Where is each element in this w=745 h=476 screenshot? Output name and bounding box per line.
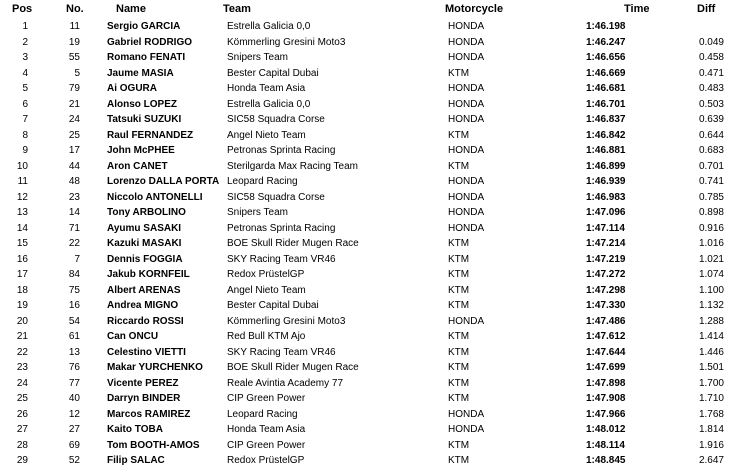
table-row (0, 190, 745, 206)
rider-position: 6 (22, 98, 28, 110)
rider-position: 14 (16, 222, 28, 234)
lap-time: 1:47.219 (586, 253, 626, 265)
rider-position: 11 (17, 176, 28, 187)
motorcycle-make: HONDA (448, 52, 485, 63)
lap-time: 1:47.272 (586, 269, 626, 280)
table-row (0, 205, 745, 221)
rider-name: Gabriel RODRIGO (107, 36, 193, 48)
motorcycle-make: HONDA (448, 408, 485, 420)
rider-position: 9 (22, 145, 28, 156)
rider-name: Alonso LOPEZ (107, 98, 177, 110)
team-name: Red Bull KTM Ajo (227, 331, 306, 342)
team-name: Estrella Galicia 0,0 (227, 21, 311, 32)
rider-name: Celestino VIETTI (107, 346, 186, 358)
team-name: Estrella Galicia 0,0 (227, 98, 311, 110)
table-row (0, 438, 745, 454)
team-name: CIP Green Power (227, 393, 306, 404)
lap-time: 1:46.842 (586, 129, 626, 141)
table-row (0, 19, 745, 35)
lap-time: 1:48.114 (586, 439, 625, 451)
rider-position: 29 (16, 455, 28, 466)
motorcycle-make: KTM (448, 67, 470, 79)
time-gap: 1.288 (698, 315, 724, 327)
rider-position: 15 (16, 238, 28, 249)
table-row (0, 252, 745, 268)
table-row (0, 159, 745, 175)
rider-name: Andrea MIGNO (107, 300, 179, 311)
rider-number: 7 (74, 253, 80, 265)
motorcycle-make: HONDA (448, 222, 485, 234)
time-gap: 0.049 (698, 36, 724, 48)
time-gap: 0.644 (698, 129, 724, 141)
rider-position: 20 (16, 315, 28, 327)
rider-position: 26 (16, 408, 28, 420)
rider-number: 71 (68, 222, 80, 234)
motorcycle-make: HONDA (448, 207, 485, 218)
rider-position: 1 (22, 21, 28, 32)
motorcycle-make: HONDA (448, 191, 485, 203)
rider-number: 25 (68, 129, 80, 141)
rider-number: 75 (68, 284, 80, 296)
rider-number: 84 (68, 269, 80, 280)
motorcycle-make: HONDA (448, 176, 485, 187)
rider-name: Makar YURCHENKO (107, 362, 203, 373)
table-row (0, 360, 745, 376)
rider-name: Can ONCU (107, 331, 159, 342)
rider-number: 40 (68, 393, 80, 404)
rider-number: 12 (68, 408, 80, 420)
lap-time: 1:47.114 (586, 222, 625, 234)
rider-position: 12 (16, 191, 28, 203)
table-row (0, 35, 745, 51)
rider-name: Ayumu SASAKI (107, 222, 182, 234)
rider-number: 44 (68, 160, 80, 172)
motorcycle-make: KTM (448, 160, 470, 172)
team-name: Reale Avintia Academy 77 (227, 377, 344, 389)
lap-time: 1:47.908 (586, 393, 626, 404)
rider-number: 5 (74, 67, 80, 79)
rider-position: 23 (16, 362, 28, 373)
motorcycle-make: KTM (448, 253, 470, 265)
header-diff: Diff (697, 3, 716, 15)
rider-name: Tony ARBOLINO (107, 207, 186, 218)
header-number: No. (66, 3, 84, 15)
team-name: Bester Capital Dubai (227, 300, 319, 311)
table-row (0, 174, 745, 190)
time-gap: 1.700 (698, 377, 724, 389)
rider-position: 24 (16, 377, 28, 389)
rider-number: 76 (68, 362, 80, 373)
team-name: Bester Capital Dubai (227, 67, 319, 79)
rider-position: 25 (16, 393, 28, 404)
lap-time: 1:47.612 (586, 331, 626, 342)
rider-position: 2 (22, 36, 28, 48)
lap-time: 1:46.669 (586, 67, 626, 79)
team-name: SIC58 Squadra Corse (227, 114, 325, 125)
rider-name: Tatsuki SUZUKI (107, 114, 182, 125)
motorcycle-make: KTM (448, 238, 470, 249)
team-name: BOE Skull Rider Mugen Race (227, 238, 359, 249)
rider-name: Aron CANET (107, 160, 168, 172)
rider-name: Jakub KORNFEIL (107, 269, 190, 280)
table-row (0, 345, 745, 361)
motorcycle-make: KTM (448, 269, 470, 280)
rider-name: Romano FENATI (107, 52, 186, 63)
motorcycle-make: HONDA (448, 83, 485, 94)
motorcycle-make: HONDA (448, 98, 485, 110)
rider-name: Dennis FOGGIA (107, 253, 183, 265)
table-row (0, 236, 745, 252)
rider-position: 19 (16, 300, 28, 311)
table-row (0, 329, 745, 345)
time-gap: 2.647 (698, 455, 724, 466)
rider-number: 16 (68, 300, 80, 311)
rider-number: 54 (68, 315, 80, 327)
team-name: Redox PrüstelGP (227, 269, 305, 280)
motorcycle-make: KTM (448, 300, 470, 311)
lap-time: 1:48.012 (586, 424, 626, 435)
motorcycle-make: HONDA (448, 145, 485, 156)
motorcycle-make: KTM (448, 284, 470, 296)
motorcycle-make: KTM (448, 129, 470, 141)
lap-time: 1:46.881 (586, 145, 626, 156)
rider-number: 52 (68, 455, 80, 466)
time-gap: 0.639 (698, 114, 724, 125)
rider-name: Riccardo ROSSI (107, 315, 184, 327)
time-gap: 0.471 (698, 67, 724, 79)
table-row (0, 221, 745, 237)
rider-name: Jaume MASIA (107, 67, 174, 79)
time-gap: 0.785 (698, 191, 724, 203)
table-row (0, 407, 745, 423)
rider-name: Sergio GARCIA (107, 21, 181, 32)
rider-number: 13 (68, 346, 80, 358)
time-gap: 0.503 (698, 98, 724, 110)
rider-name: Filip SALAC (107, 455, 165, 466)
rider-position: 3 (22, 52, 28, 63)
lap-time: 1:47.096 (586, 207, 626, 218)
team-name: SKY Racing Team VR46 (227, 253, 336, 265)
time-gap: 1.074 (698, 269, 724, 280)
team-name: SKY Racing Team VR46 (227, 346, 336, 358)
lap-time: 1:46.899 (586, 160, 626, 172)
rider-name: Tom BOOTH-AMOS (107, 439, 200, 451)
lap-time: 1:47.330 (586, 300, 626, 311)
rider-position: 18 (16, 284, 28, 296)
team-name: SIC58 Squadra Corse (227, 191, 325, 203)
team-name: Honda Team Asia (227, 424, 306, 435)
time-gap: 0.458 (698, 52, 724, 63)
time-gap: 1.710 (698, 393, 724, 404)
time-gap: 0.683 (698, 145, 724, 156)
motorcycle-make: HONDA (448, 315, 485, 327)
rider-position: 28 (16, 439, 28, 451)
rider-name: Lorenzo DALLA PORTA (107, 176, 220, 187)
rider-name: Darryn BINDER (107, 393, 181, 404)
time-gap: 1.814 (698, 424, 724, 435)
motorcycle-make: KTM (448, 455, 470, 466)
time-gap: 1.021 (698, 253, 724, 265)
table-row (0, 81, 745, 97)
lap-time: 1:47.298 (586, 284, 626, 296)
rider-number: 17 (68, 145, 80, 156)
lap-time: 1:46.681 (586, 83, 626, 94)
lap-time: 1:48.845 (586, 455, 626, 466)
rider-name: Kaito TOBA (107, 424, 163, 435)
rider-name: Kazuki MASAKI (107, 238, 182, 249)
time-gap: 1.446 (698, 346, 724, 358)
motorcycle-make: KTM (448, 362, 470, 373)
team-name: Honda Team Asia (227, 83, 306, 94)
table-row (0, 314, 745, 330)
team-name: Redox PrüstelGP (227, 455, 305, 466)
rider-number: 23 (68, 191, 80, 203)
motorcycle-make: KTM (448, 331, 470, 342)
team-name: Snipers Team (227, 207, 288, 218)
rider-position: 21 (16, 331, 28, 342)
rider-number: 79 (68, 83, 80, 94)
rider-position: 13 (16, 207, 28, 218)
table-row (0, 267, 745, 283)
rider-number: 27 (68, 424, 80, 435)
results-header-row (0, 0, 745, 18)
time-gap: 1.132 (698, 300, 724, 311)
table-row (0, 128, 745, 144)
time-gap: 1.414 (698, 331, 724, 342)
results-table-body (0, 19, 745, 469)
rider-position: 7 (22, 114, 28, 125)
rider-position: 17 (16, 269, 28, 280)
table-row (0, 422, 745, 438)
table-row (0, 50, 745, 66)
team-name: Petronas Sprinta Racing (227, 222, 336, 234)
table-row (0, 66, 745, 82)
lap-time: 1:47.699 (586, 362, 626, 373)
rider-name: John McPHEE (107, 145, 175, 156)
header-time: Time (624, 3, 650, 15)
table-row (0, 143, 745, 159)
header-team: Team (223, 3, 251, 15)
rider-position: 27 (16, 424, 28, 435)
rider-number: 11 (69, 21, 80, 32)
rider-number: 22 (68, 238, 80, 249)
rider-position: 8 (22, 129, 28, 141)
rider-position: 10 (16, 160, 28, 172)
header-pos: Pos (12, 3, 33, 15)
lap-time: 1:46.247 (586, 36, 626, 48)
rider-name: Raul FERNANDEZ (107, 129, 194, 141)
motorcycle-make: KTM (448, 393, 470, 404)
lap-time: 1:47.898 (586, 377, 626, 389)
lap-time: 1:46.198 (586, 21, 626, 32)
time-gap: 0.916 (698, 222, 724, 234)
rider-position: 22 (16, 346, 28, 358)
rider-position: 16 (16, 253, 28, 265)
rider-position: 4 (22, 67, 28, 79)
time-gap: 0.898 (698, 207, 724, 218)
rider-number: 48 (68, 176, 80, 187)
header-motorcycle: Motorcycle (445, 3, 504, 15)
motorcycle-make: KTM (448, 377, 470, 389)
time-gap: 1.100 (698, 284, 724, 296)
header-name: Name (116, 3, 146, 15)
table-row (0, 453, 745, 469)
table-row (0, 97, 745, 113)
lap-time: 1:46.939 (586, 176, 626, 187)
time-gap: 0.483 (698, 83, 724, 94)
rider-number: 14 (68, 207, 80, 218)
rider-number: 24 (68, 114, 80, 125)
team-name: CIP Green Power (227, 439, 306, 451)
team-name: Sterilgarda Max Racing Team (227, 160, 358, 172)
time-gap: 0.741 (698, 176, 724, 187)
team-name: Leopard Racing (227, 176, 298, 187)
rider-position: 5 (22, 83, 28, 94)
team-name: Kömmerling Gresini Moto3 (227, 36, 346, 48)
lap-time: 1:46.656 (586, 52, 626, 63)
team-name: BOE Skull Rider Mugen Race (227, 362, 359, 373)
lap-time: 1:47.214 (586, 238, 626, 249)
team-name: Angel Nieto Team (227, 129, 306, 141)
lap-time: 1:47.644 (586, 346, 626, 358)
motorcycle-make: KTM (448, 346, 470, 358)
lap-time: 1:46.983 (586, 191, 626, 203)
rider-name: Niccolo ANTONELLI (107, 191, 203, 203)
team-name: Leopard Racing (227, 408, 298, 420)
time-gap: 0.701 (698, 160, 724, 172)
table-row (0, 112, 745, 128)
team-name: Petronas Sprinta Racing (227, 145, 336, 156)
rider-number: 19 (68, 36, 80, 48)
lap-time: 1:46.837 (586, 114, 626, 125)
lap-time: 1:47.966 (586, 408, 626, 420)
rider-number: 61 (68, 331, 80, 342)
rider-number: 77 (68, 377, 80, 389)
team-name: Snipers Team (227, 52, 288, 63)
table-row (0, 391, 745, 407)
lap-time: 1:47.486 (586, 315, 626, 327)
team-name: Kömmerling Gresini Moto3 (227, 315, 346, 327)
rider-name: Marcos RAMIREZ (107, 408, 191, 420)
rider-name: Albert ARENAS (107, 284, 181, 296)
table-row (0, 376, 745, 392)
time-gap: 1.916 (698, 439, 724, 451)
table-row (0, 298, 745, 314)
time-gap: 1.768 (698, 408, 724, 420)
table-row (0, 283, 745, 299)
lap-time: 1:46.701 (586, 98, 626, 110)
motorcycle-make: HONDA (448, 21, 485, 32)
motorcycle-make: HONDA (448, 36, 485, 48)
motorcycle-make: HONDA (448, 424, 485, 435)
team-name: Angel Nieto Team (227, 284, 306, 296)
rider-name: Vicente PEREZ (107, 377, 179, 389)
motorcycle-make: HONDA (448, 114, 485, 125)
rider-name: Ai OGURA (107, 83, 157, 94)
time-gap: 1.016 (698, 238, 724, 249)
rider-number: 69 (68, 439, 80, 451)
motorcycle-make: KTM (448, 439, 470, 451)
time-gap: 1.501 (698, 362, 724, 373)
rider-number: 21 (68, 98, 80, 110)
rider-number: 55 (68, 52, 80, 63)
